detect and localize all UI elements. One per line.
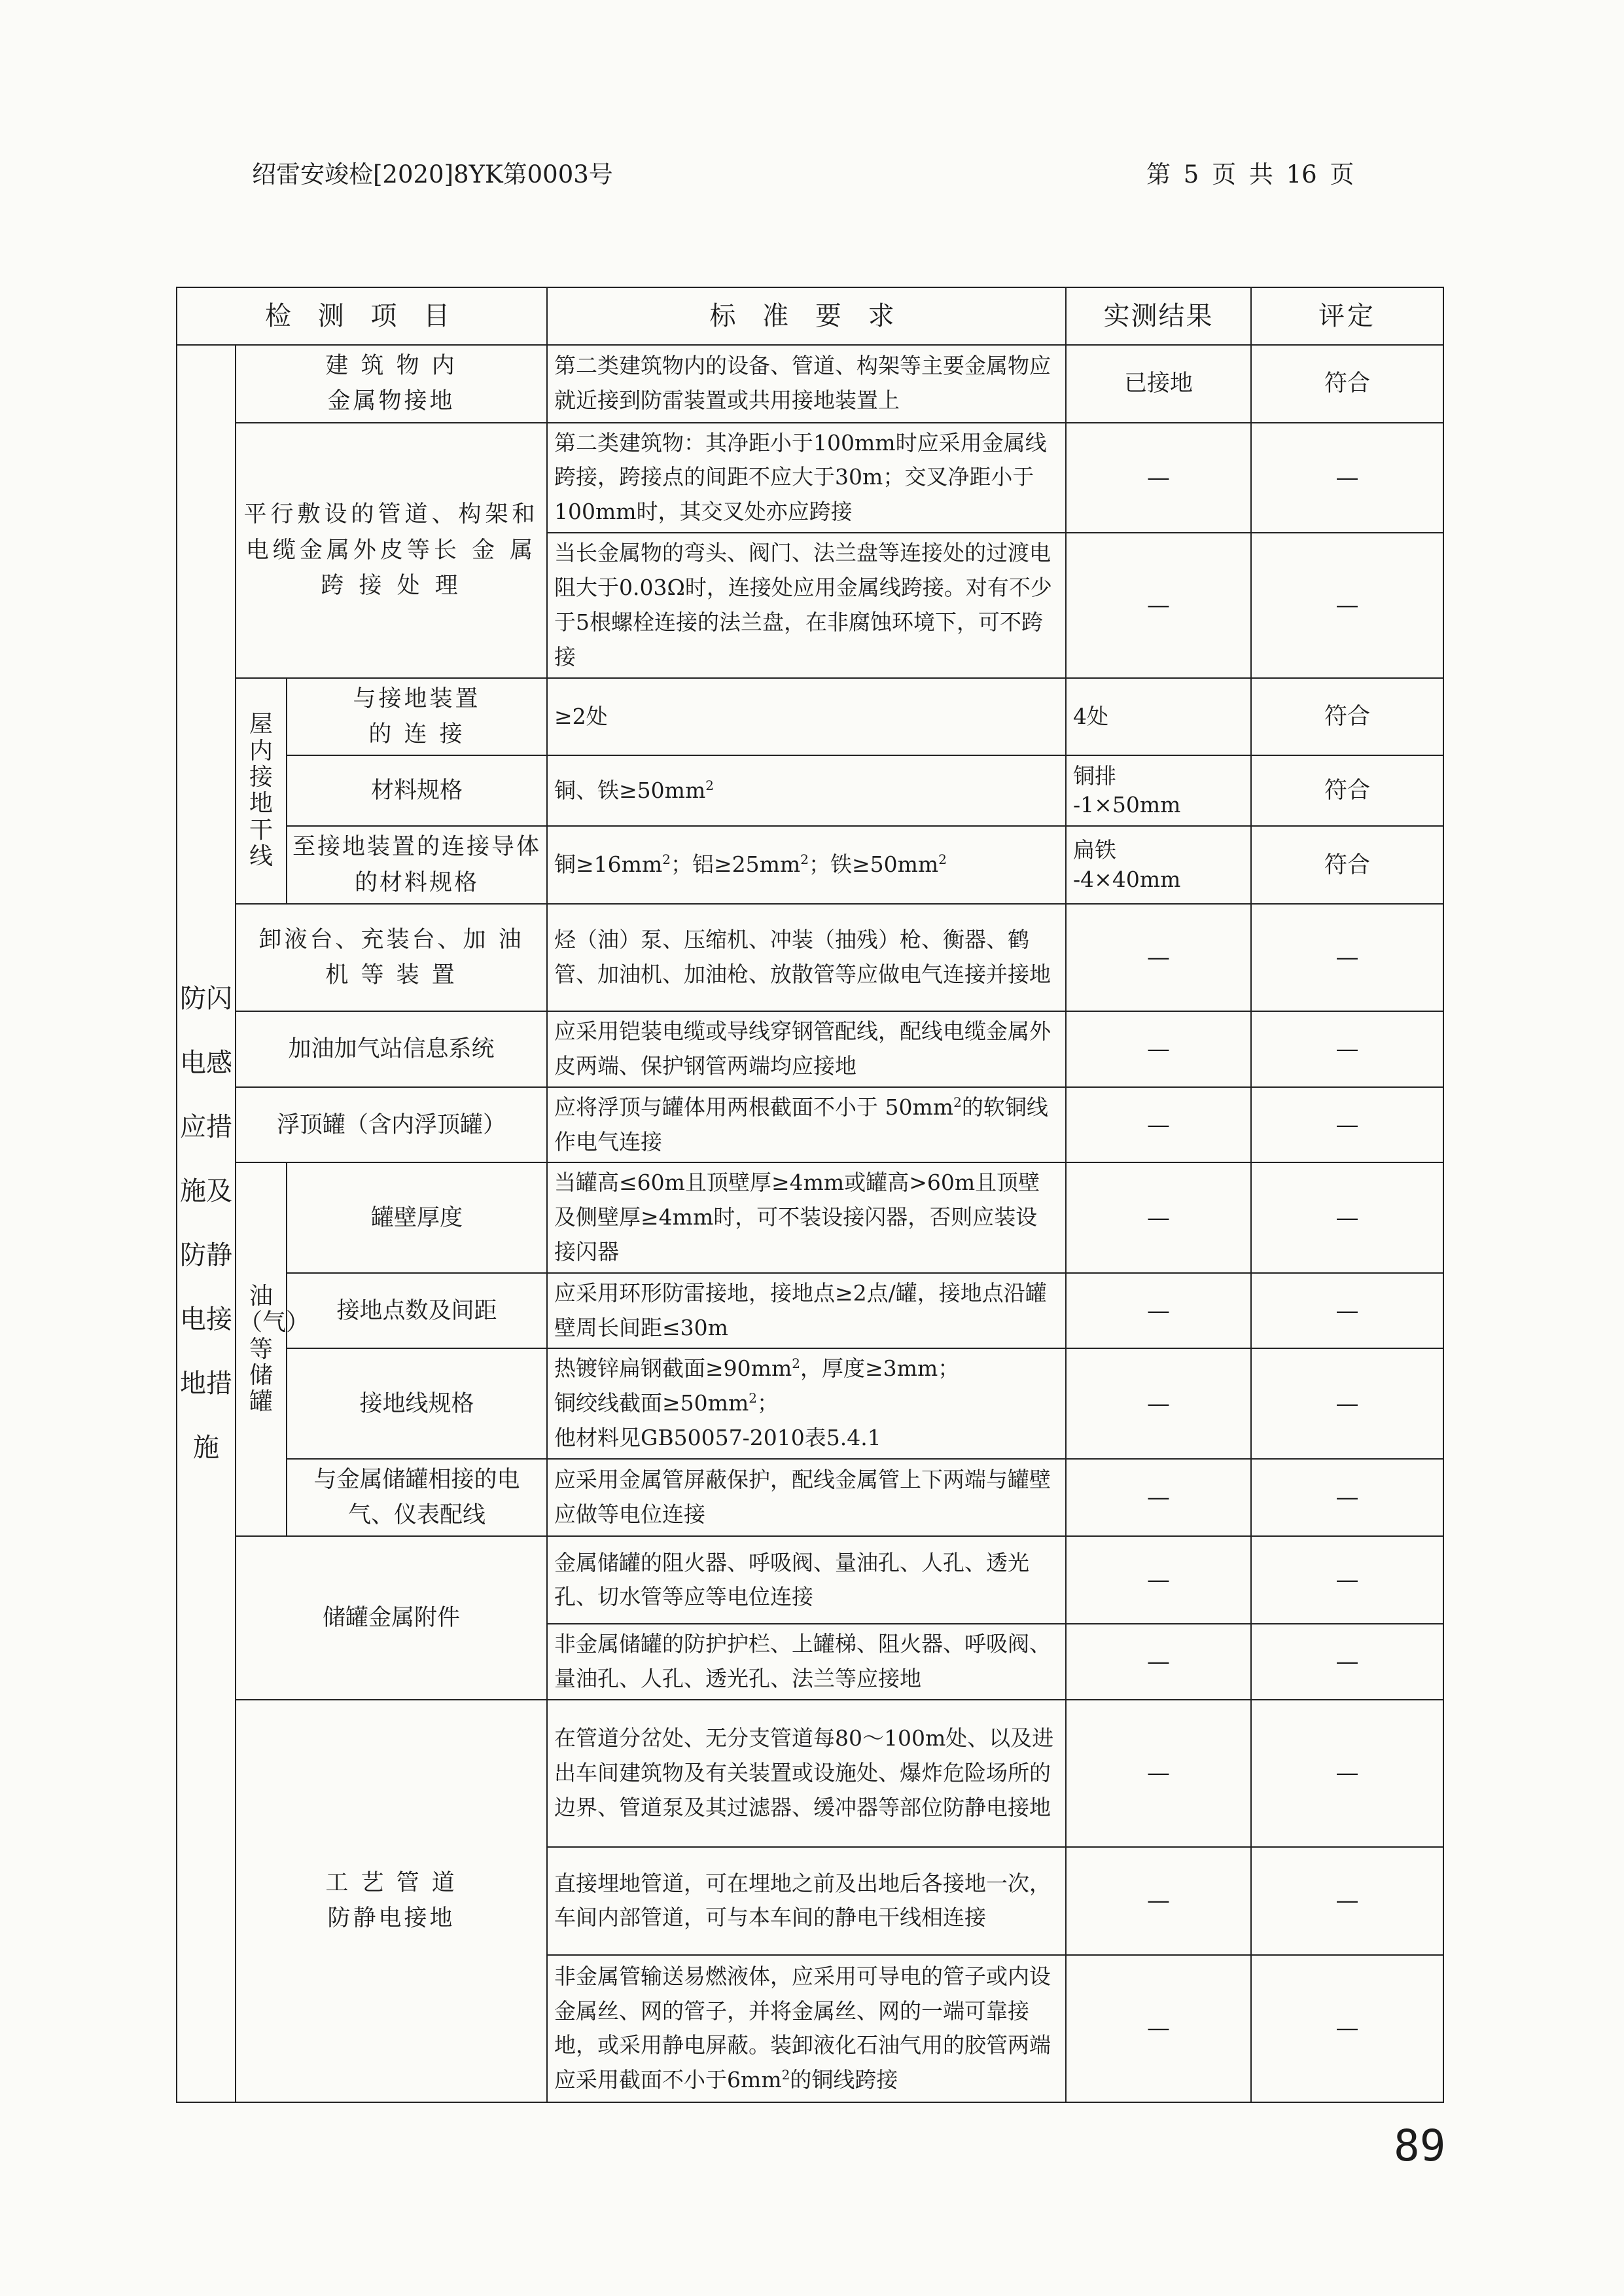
item-cell: 接地线规格 bbox=[287, 1348, 547, 1458]
result-cell: — bbox=[1066, 1087, 1251, 1163]
item-cell: 卸液台、充装台、加 油 机 等 装 置 bbox=[236, 904, 547, 1011]
header-standard: 标 准 要 求 bbox=[547, 287, 1066, 345]
table-row bbox=[177, 1536, 1443, 1624]
standard-cell: 当长金属物的弯头、阀门、法兰盘等连接处的过渡电阻大于0.03Ω时，连接处应用金属线跨接。对有不少于5根螺栓连接的法兰盘，在非腐蚀环境下，可不跨接 bbox=[547, 533, 1066, 678]
item-cell: 建 筑 物 内 金属物接地 bbox=[236, 345, 547, 423]
table-row bbox=[177, 1700, 1443, 1847]
header-item: 检 测 项 目 bbox=[177, 287, 547, 345]
standard-cell: 在管道分岔处、无分支管道每80～100m处、以及进出车间建筑物及有关装置或设施处、爆炸危险场所的边界、管道泵及其过滤器、缓冲器等部位防静电接地 bbox=[547, 1700, 1066, 1847]
table-row bbox=[177, 1087, 1443, 1163]
result-cell: — bbox=[1066, 1162, 1251, 1272]
item-cell: 平行敷设的管道、构架和电缆金属外皮等长 金 属 跨 接 处 理 bbox=[236, 423, 547, 678]
item-cell: 工 艺 管 道 防静电接地 bbox=[236, 1700, 547, 2102]
judgement-cell: 符合 bbox=[1251, 826, 1443, 904]
standard-cell: 第二类建筑物：其净距小于100mm时应采用金属线跨接，跨接点的间距不应大于30m；交叉净距小于100mm时，其交叉处亦应跨接 bbox=[547, 423, 1066, 533]
group-cell-indoor: 屋内接地干线 bbox=[236, 678, 287, 904]
page-info: 第 5 页 共 16 页 bbox=[1146, 160, 1354, 188]
standard-cell: 应采用环形防雷接地，接地点≥2点/罐，接地点沿罐壁周长间距≤30m bbox=[547, 1273, 1066, 1349]
table-row bbox=[177, 345, 1443, 423]
judgement-cell: — bbox=[1251, 423, 1443, 533]
judgement-cell: — bbox=[1251, 1348, 1443, 1458]
inspection-table bbox=[176, 287, 1444, 2103]
standard-cell: ≥2处 bbox=[547, 678, 1066, 756]
judgement-cell: 符合 bbox=[1251, 678, 1443, 756]
standard-cell: 当罐高≤60m且顶壁厚≥4mm或罐高>60m且顶壁及侧壁厚≥4mm时，可不装设接闪器，否则应装设接闪器 bbox=[547, 1162, 1066, 1272]
judgement-cell: — bbox=[1251, 533, 1443, 678]
standard-cell: 金属储罐的阻火器、呼吸阀、量油孔、人孔、透光孔、切水管等应等电位连接 bbox=[547, 1536, 1066, 1624]
result-cell: 铜排 -1×50mm bbox=[1066, 755, 1251, 826]
result-cell: — bbox=[1066, 1700, 1251, 1847]
standard-cell: 铜、铁$\ge 50mm^2$ bbox=[547, 755, 1066, 826]
result-cell: — bbox=[1066, 1459, 1251, 1537]
table-header-row bbox=[177, 287, 1443, 345]
judgement-cell: 符合 bbox=[1251, 345, 1443, 423]
standard-cell: 应将浮顶与罐体用两根截面不小于 $50mm^2$的软铜线作电气连接 bbox=[547, 1087, 1066, 1163]
item-cell: 与金属储罐相接的电气、仪表配线 bbox=[287, 1459, 547, 1537]
item-cell: 接地点数及间距 bbox=[287, 1273, 547, 1349]
table-row bbox=[177, 1348, 1443, 1458]
header-judgement: 评定 bbox=[1251, 287, 1443, 345]
table-row bbox=[177, 1273, 1443, 1349]
table-row bbox=[177, 678, 1443, 756]
result-cell: — bbox=[1066, 423, 1251, 533]
judgement-cell: — bbox=[1251, 1162, 1443, 1272]
judgement-cell: — bbox=[1251, 1700, 1443, 1847]
standard-cell: 直接埋地管道，可在埋地之前及出地后各接地一次，车间内部管道，可与本车间的静电干线相连接 bbox=[547, 1847, 1066, 1955]
table-row bbox=[177, 1011, 1443, 1087]
item-cell: 浮顶罐（含内浮顶罐） bbox=[236, 1087, 547, 1163]
standard-cell: 非金属管输送易燃液体，应采用可导电的管子或内设金属丝、网的管子，并将金属丝、网的一端可靠接地，或采用静电屏蔽。装卸液化石油气用的胶管两端应采用截面不小于$6mm^2$的铜线跨接 bbox=[547, 1955, 1066, 2102]
item-cell: 材料规格 bbox=[287, 755, 547, 826]
result-cell: — bbox=[1066, 1011, 1251, 1087]
result-cell: — bbox=[1066, 1955, 1251, 2102]
result-cell: — bbox=[1066, 533, 1251, 678]
document-number: 绍雷安竣检[2020]8YK第0003号 bbox=[252, 160, 613, 188]
item-cell: 与接地装置 的 连 接 bbox=[287, 678, 547, 756]
standard-cell: 热镀锌扁钢截面$\ge 90mm^2$，厚度≥3mm； 铜绞线截面$\ge 50mm^2$； 他材料见GB50057-2010表5.4.1 bbox=[547, 1348, 1066, 1458]
standard-cell: 烃（油）泵、压缩机、冲装（抽残）枪、衡器、鹤管、加油机、加油枪、放散管等应做电气连接并接地 bbox=[547, 904, 1066, 1011]
standard-cell: 第二类建筑物内的设备、管道、构架等主要金属物应就近接到防雷装置或共用接地装置上 bbox=[547, 345, 1066, 423]
judgement-cell: — bbox=[1251, 1011, 1443, 1087]
header-result: 实测结果 bbox=[1066, 287, 1251, 345]
item-cell: 加油加气站信息系统 bbox=[236, 1011, 547, 1087]
judgement-cell: — bbox=[1251, 1955, 1443, 2102]
judgement-cell: — bbox=[1251, 904, 1443, 1011]
judgement-cell: — bbox=[1251, 1273, 1443, 1349]
table-row bbox=[177, 1162, 1443, 1272]
result-cell: — bbox=[1066, 1536, 1251, 1624]
result-cell: — bbox=[1066, 1847, 1251, 1955]
result-cell: 4处 bbox=[1066, 678, 1251, 756]
judgement-cell: 符合 bbox=[1251, 755, 1443, 826]
judgement-cell: — bbox=[1251, 1087, 1443, 1163]
judgement-cell: — bbox=[1251, 1536, 1443, 1624]
standard-cell: 应采用金属管屏蔽保护，配线金属管上下两端与罐壁应做等电位连接 bbox=[547, 1459, 1066, 1537]
judgement-cell: — bbox=[1251, 1459, 1443, 1537]
result-cell: — bbox=[1066, 904, 1251, 1011]
result-cell: 已接地 bbox=[1066, 345, 1251, 423]
item-cell: 罐壁厚度 bbox=[287, 1162, 547, 1272]
table-row bbox=[177, 423, 1443, 533]
standard-cell: 铜$\ge 16mm^2$；铝$\ge 25mm^2$；铁$\ge 50mm^2$ bbox=[547, 826, 1066, 904]
group-cell-tank: 油（气）等储罐 bbox=[236, 1162, 287, 1536]
result-cell: — bbox=[1066, 1348, 1251, 1458]
table-row bbox=[177, 755, 1443, 826]
judgement-cell: — bbox=[1251, 1847, 1443, 1955]
table-row bbox=[177, 904, 1443, 1011]
item-cell: 至接地装置的连接导体的材料规格 bbox=[287, 826, 547, 904]
result-cell: 扁铁 -4×40mm bbox=[1066, 826, 1251, 904]
handwritten-page-number: 89 bbox=[1394, 2121, 1446, 2171]
result-cell: — bbox=[1066, 1624, 1251, 1700]
result-cell: — bbox=[1066, 1273, 1251, 1349]
standard-cell: 应采用铠装电缆或导线穿钢管配线，配线电缆金属外皮两端、保护钢管两端均应接地 bbox=[547, 1011, 1066, 1087]
judgement-cell: — bbox=[1251, 1624, 1443, 1700]
standard-cell: 非金属储罐的防护护栏、上罐梯、阻火器、呼吸阀、量油孔、人孔、透光孔、法兰等应接地 bbox=[547, 1624, 1066, 1700]
table-row bbox=[177, 1459, 1443, 1537]
table-row bbox=[177, 826, 1443, 904]
category-cell: 防闪电感应措施及防静电接地措施 bbox=[177, 345, 236, 2102]
item-cell: 储罐金属附件 bbox=[236, 1536, 547, 1700]
